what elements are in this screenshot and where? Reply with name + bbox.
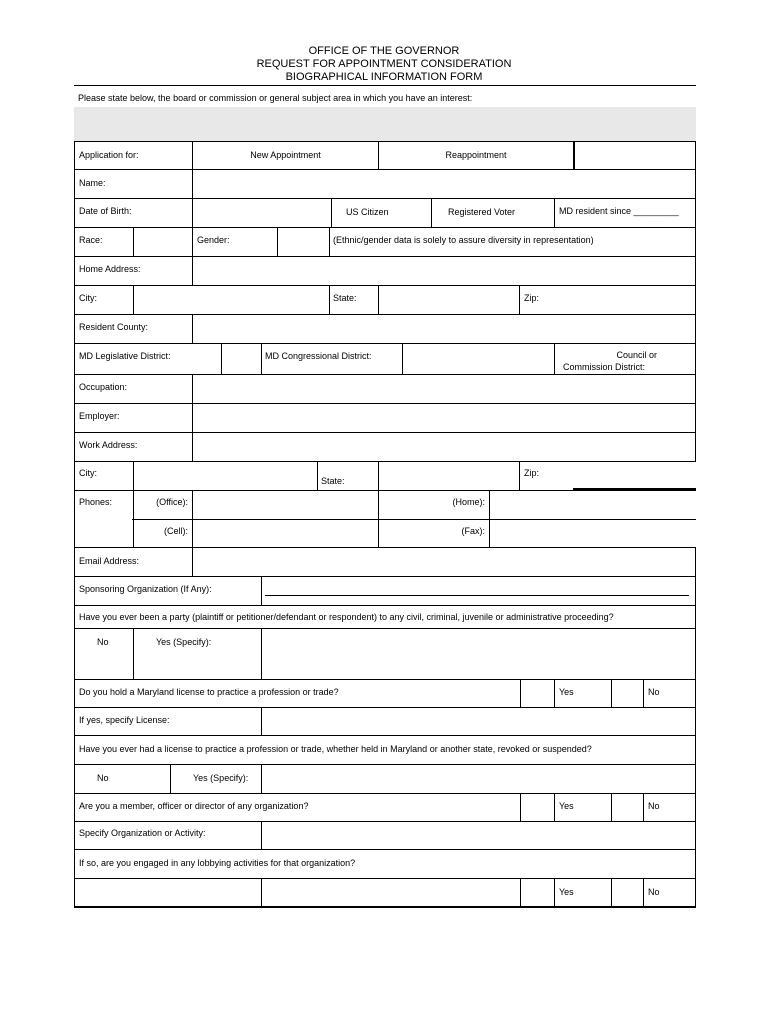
districts-row xyxy=(74,344,696,375)
lobbying-middle-field[interactable] xyxy=(261,879,520,906)
sponsor-label: Sponsoring Organization (If Any): xyxy=(79,584,212,594)
interest-field[interactable] xyxy=(74,107,696,141)
revoked-question-row xyxy=(74,736,696,765)
revoked-no-option[interactable]: No xyxy=(97,773,109,783)
lobbying-yes-box[interactable] xyxy=(520,879,554,906)
lobbying-question-row xyxy=(74,850,696,879)
council-district-field[interactable]: Council or Commission District: xyxy=(554,344,695,374)
license-yes-option[interactable]: Yes xyxy=(554,680,611,707)
revoked-specify-field[interactable] xyxy=(261,765,695,793)
lobbying-no-option[interactable]: No xyxy=(643,879,695,906)
phones-label: Phones: xyxy=(79,497,113,507)
revoked-question: Have you ever had a license to practice a profession or trade, whether held in Maryland or another state, revoked or suspended? xyxy=(79,744,592,754)
member-no-box[interactable] xyxy=(611,794,643,821)
header-line-3: BIOGRAPHICAL INFORMATION FORM xyxy=(285,71,483,83)
application-label: Application for: xyxy=(79,150,139,160)
email-label: Email Address: xyxy=(79,556,140,566)
specify-license-row xyxy=(74,708,696,736)
legislative-district-field[interactable] xyxy=(221,344,261,374)
us-citizen-option[interactable]: US Citizen xyxy=(331,199,431,227)
work-city-label: City: xyxy=(79,468,97,478)
md-resident-since-field[interactable]: MD resident since _________ xyxy=(554,199,695,227)
party-no-option[interactable]: No xyxy=(97,637,109,647)
employer-row xyxy=(74,404,696,433)
name-row xyxy=(74,170,696,199)
license-row xyxy=(74,680,696,708)
cell-phone-label-cell: (Cell): xyxy=(133,519,192,547)
license-question: Do you hold a Maryland license to practice a profession or trade? xyxy=(79,687,339,697)
home-city-row xyxy=(74,286,696,315)
work-zip-field[interactable]: Zip: xyxy=(519,462,696,490)
work-address-field[interactable] xyxy=(192,433,695,461)
dob-row xyxy=(74,199,696,228)
registered-voter-option[interactable]: Registered Voter xyxy=(431,199,554,227)
license-yes-box[interactable] xyxy=(520,680,554,707)
gender-label-cell: Gender: xyxy=(192,228,277,256)
sponsor-underline xyxy=(265,595,689,596)
header-line-1: OFFICE OF THE GOVERNOR xyxy=(308,45,460,57)
member-no-option[interactable]: No xyxy=(643,794,695,821)
fax-field[interactable] xyxy=(489,519,696,547)
lobbying-question: If so, are you engaged in any lobbying activities for that organization? xyxy=(79,858,356,868)
member-question: Are you a member, officer or director of any organization? xyxy=(79,801,309,811)
legislative-district-label: MD Legislative District: xyxy=(79,351,171,361)
lobbying-left-field[interactable] xyxy=(75,879,261,906)
specify-license-label: If yes, specify License: xyxy=(79,715,170,725)
revoked-answer-row xyxy=(74,765,696,794)
home-address-field[interactable] xyxy=(192,257,695,285)
specify-org-field[interactable] xyxy=(261,822,695,849)
reappointment-option[interactable]: Reappointment xyxy=(378,142,573,169)
work-city-row xyxy=(74,462,696,491)
home-city-field[interactable] xyxy=(133,286,329,314)
home-address-label: Home Address: xyxy=(79,264,141,274)
county-field[interactable] xyxy=(192,315,695,343)
application-extra-cell[interactable] xyxy=(573,142,575,169)
home-state-label-cell: State: xyxy=(329,286,378,314)
race-field[interactable] xyxy=(133,228,192,256)
license-no-option[interactable]: No xyxy=(611,680,695,707)
race-label: Race: xyxy=(79,235,103,245)
dob-field[interactable] xyxy=(192,199,331,227)
lobbying-no-box[interactable] xyxy=(611,879,643,906)
office-phone-label-cell: (Office): xyxy=(133,491,192,519)
party-specify-field[interactable] xyxy=(261,629,695,679)
specify-org-label: Specify Organization or Activity: xyxy=(79,828,206,838)
interest-prompt: Please state below, the board or commission or general subject area in which you have an interest: xyxy=(78,93,473,103)
member-row xyxy=(74,794,696,822)
license-no-box xyxy=(643,680,644,707)
party-yes-option[interactable]: Yes (Specify): xyxy=(133,629,261,679)
lobbying-yes-option[interactable]: Yes xyxy=(554,879,611,906)
party-question-row xyxy=(74,606,696,629)
occupation-row xyxy=(74,375,696,404)
congressional-district-field[interactable] xyxy=(402,344,554,374)
name-field[interactable] xyxy=(192,170,695,198)
dob-label: Date of Birth: xyxy=(79,206,132,216)
county-row xyxy=(74,315,696,344)
work-zip-underline xyxy=(573,488,696,490)
name-label: Name: xyxy=(79,178,106,188)
work-address-row xyxy=(74,433,696,462)
employer-label: Employer: xyxy=(79,411,120,421)
race-row xyxy=(74,228,696,257)
home-phone-label-cell: (Home): xyxy=(378,491,489,519)
occupation-field[interactable] xyxy=(192,375,695,403)
phones-row-2 xyxy=(74,519,696,548)
email-field[interactable] xyxy=(192,548,695,576)
header-line-2: REQUEST FOR APPOINTMENT CONSIDERATION xyxy=(256,58,512,70)
employer-field[interactable] xyxy=(192,404,695,432)
party-answer-row xyxy=(74,629,696,680)
specify-org-row xyxy=(74,822,696,850)
work-city-field[interactable] xyxy=(133,462,317,490)
county-label: Resident County: xyxy=(79,322,149,332)
fax-label-cell: (Fax): xyxy=(378,519,489,547)
home-city-label: City: xyxy=(79,293,97,303)
sponsor-field[interactable] xyxy=(261,577,695,605)
new-appointment-option[interactable]: New Appointment xyxy=(192,142,378,169)
sponsor-row xyxy=(74,577,696,606)
party-question: Have you ever been a party (plaintiff or petitioner/defendant or respondent) to any civil, criminal, juvenile or administrative proceeding? xyxy=(79,612,614,622)
specify-license-field[interactable] xyxy=(261,708,695,735)
member-yes-option[interactable]: Yes xyxy=(554,794,611,821)
home-address-row xyxy=(74,257,696,286)
congressional-district-label-cell: MD Congressional District: xyxy=(261,344,402,374)
email-row xyxy=(74,548,696,577)
revoked-yes-option[interactable]: Yes (Specify): xyxy=(170,765,261,793)
occupation-label: Occupation: xyxy=(79,382,128,392)
work-address-label: Work Address: xyxy=(79,440,138,450)
application-row xyxy=(74,141,696,170)
home-state-field[interactable] xyxy=(378,286,519,314)
gender-field[interactable] xyxy=(277,228,329,256)
office-phone-field[interactable] xyxy=(192,491,378,519)
work-state-label-cell: State: xyxy=(317,462,378,490)
home-phone-field[interactable] xyxy=(489,491,696,519)
cell-phone-field[interactable] xyxy=(192,519,378,547)
work-state-field[interactable] xyxy=(378,462,519,490)
phones-row-1 xyxy=(74,491,696,519)
lobbying-answer-row xyxy=(74,879,696,908)
diversity-note: (Ethnic/gender data is solely to assure diversity in representation) xyxy=(329,228,695,256)
member-yes-box[interactable] xyxy=(520,794,554,821)
home-zip-field[interactable]: Zip: xyxy=(519,286,695,314)
